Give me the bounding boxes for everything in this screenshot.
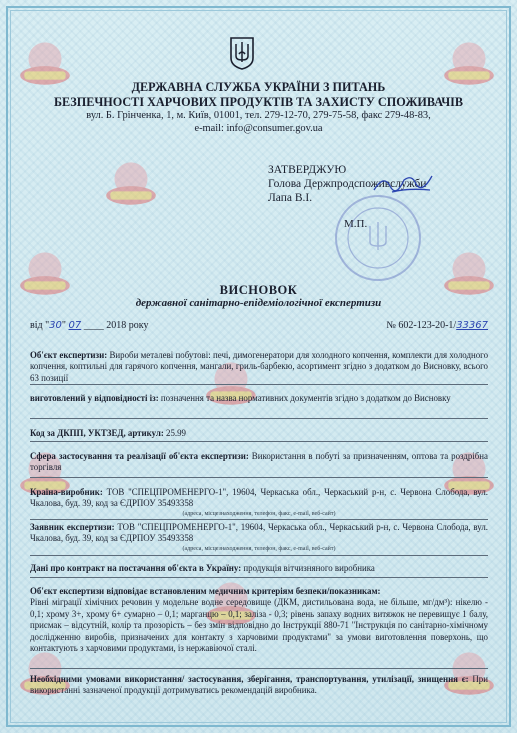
official-seal-icon — [332, 192, 424, 284]
organization-name — [20, 80, 497, 110]
document-subtitle: державної санітарно-епідеміологічної експертизи — [135, 297, 382, 309]
divider — [30, 384, 488, 385]
divider — [30, 668, 488, 669]
org-line-2: БЕЗПЕЧНОСТІ ХАРЧОВИХ ПРОДУКТІВ ТА ЗАХИСТУ СПОЖИВАЧІВ — [53, 95, 464, 109]
document-number: № 602-123-20-1/33367 — [386, 320, 488, 331]
address-note: (адреса, місцезнаходження, телефон, факс, e-mail, веб-сайт) — [182, 511, 336, 517]
contract-section: Дані про контракт на постачання об'єкта в Україну: продукція вітчизняного виробника — [30, 563, 375, 573]
issue-date: від "30" 07 ____ 2018 року — [30, 320, 149, 331]
code-section: Код за ДКПП, УКТЗЕД, артикул: 25.99 — [30, 428, 186, 438]
conditions-section: Необхідними умовами використання/ застосування, зберігання, транспортування, утилізації, знищення є: При використанні зазначеної продукції дотримуватись рекомендацій виробника. — [30, 674, 488, 696]
applicant-section: Заявник експертизи: ТОВ "СПЕЦПРОМЕНЕРГО-1", 19604, Черкаська обл., Черкаський р-н, с. Червона Слобода, вул. Чкалова, буд. 39, код за ЄДРПОУ 35493358 — [30, 522, 488, 544]
country-section: Країна-виробник: ТОВ "СПЕЦПРОМЕНЕРГО-1", 19604, Черкаська обл., Черкаський р-н, с. Червона Слобода, вул. Чкалова, буд. 39, код за ЄДРПОУ 35493358 — [30, 487, 489, 509]
document-title: ВИСНОВОК — [219, 283, 298, 297]
approval-label: ЗАТВЕРДЖУЮ — [268, 164, 347, 176]
date-number-line — [30, 320, 488, 334]
scope-section: Сфера застосування та реалізації об'єкта експертизи: Використання в побуті за призначенням, оптова та роздрібна торгівля — [30, 451, 488, 473]
organization-address — [20, 110, 497, 135]
seal-mark-label: М.П. — [344, 218, 368, 230]
signature-icon — [372, 170, 434, 198]
criteria-section: Об'єкт експертизи відповідає встановленим медичним критеріям безпеки/показникам: Рівні міграції хімічних речовин у модельне водне середовище (ДКМ, дистильована вода, не більше, мг/дм³): нікелю - 0,1; хрому 3+, хрому 6+ сумарно – 0,1; марганцю – 0,1; заліза - 0,3; рівень запаху водних витяжок не перевищує 1 балу, присмак – відсутній, колір та прозорість – без змін відповідно до Інструкції 880-71 "Інструкція по санітарно-хімічному дослідженню виробів, призначених для контакту з харчовими продуктами" за умови виготовлення поверхонь, що контактують з харчовими продуктами, із нержавіючої сталі. — [30, 586, 488, 654]
address-note: (адреса, місцезнаходження, телефон, факс, e-mail, веб-сайт) — [182, 546, 336, 552]
email-line: e-mail: info@consumer.gov.ua — [194, 122, 323, 134]
divider — [30, 555, 488, 556]
number-handwritten: 33367 — [456, 320, 488, 331]
org-line-1: ДЕРЖАВНА СЛУЖБА УКРАЇНИ З ПИТАНЬ — [131, 80, 386, 94]
watermark-logo — [100, 150, 162, 212]
approval-position: Голова Держпродспоживслужби — [268, 178, 427, 190]
approval-name: Лапа В.І. — [268, 192, 313, 204]
date-month: 07 — [68, 320, 82, 331]
trident-emblem-icon — [229, 36, 255, 70]
address-line: вул. Б. Грінченка, 1, м. Київ, 01001, тел. 279-12-70, 279-75-58, факс 279-48-83, — [86, 110, 431, 121]
divider — [30, 441, 488, 442]
divider — [30, 418, 488, 419]
divider — [30, 519, 488, 520]
date-day: 30 — [49, 320, 62, 331]
divider — [30, 477, 488, 478]
object-section: Об'єкт експертизи: Вироби металеві побутові: печі, димогенератори для холодного копчення, комплекти для холодного копчення, коптильні для гарячого копчення, мангали, гриль-барбекю, асортимент згідно з додатком до Висновку, всього 63 позиції — [30, 350, 489, 383]
made-section: виготовлений у відповідності із: позначення та назва нормативних документів згідно з додатком до Висновку — [30, 393, 451, 403]
divider — [30, 577, 488, 578]
